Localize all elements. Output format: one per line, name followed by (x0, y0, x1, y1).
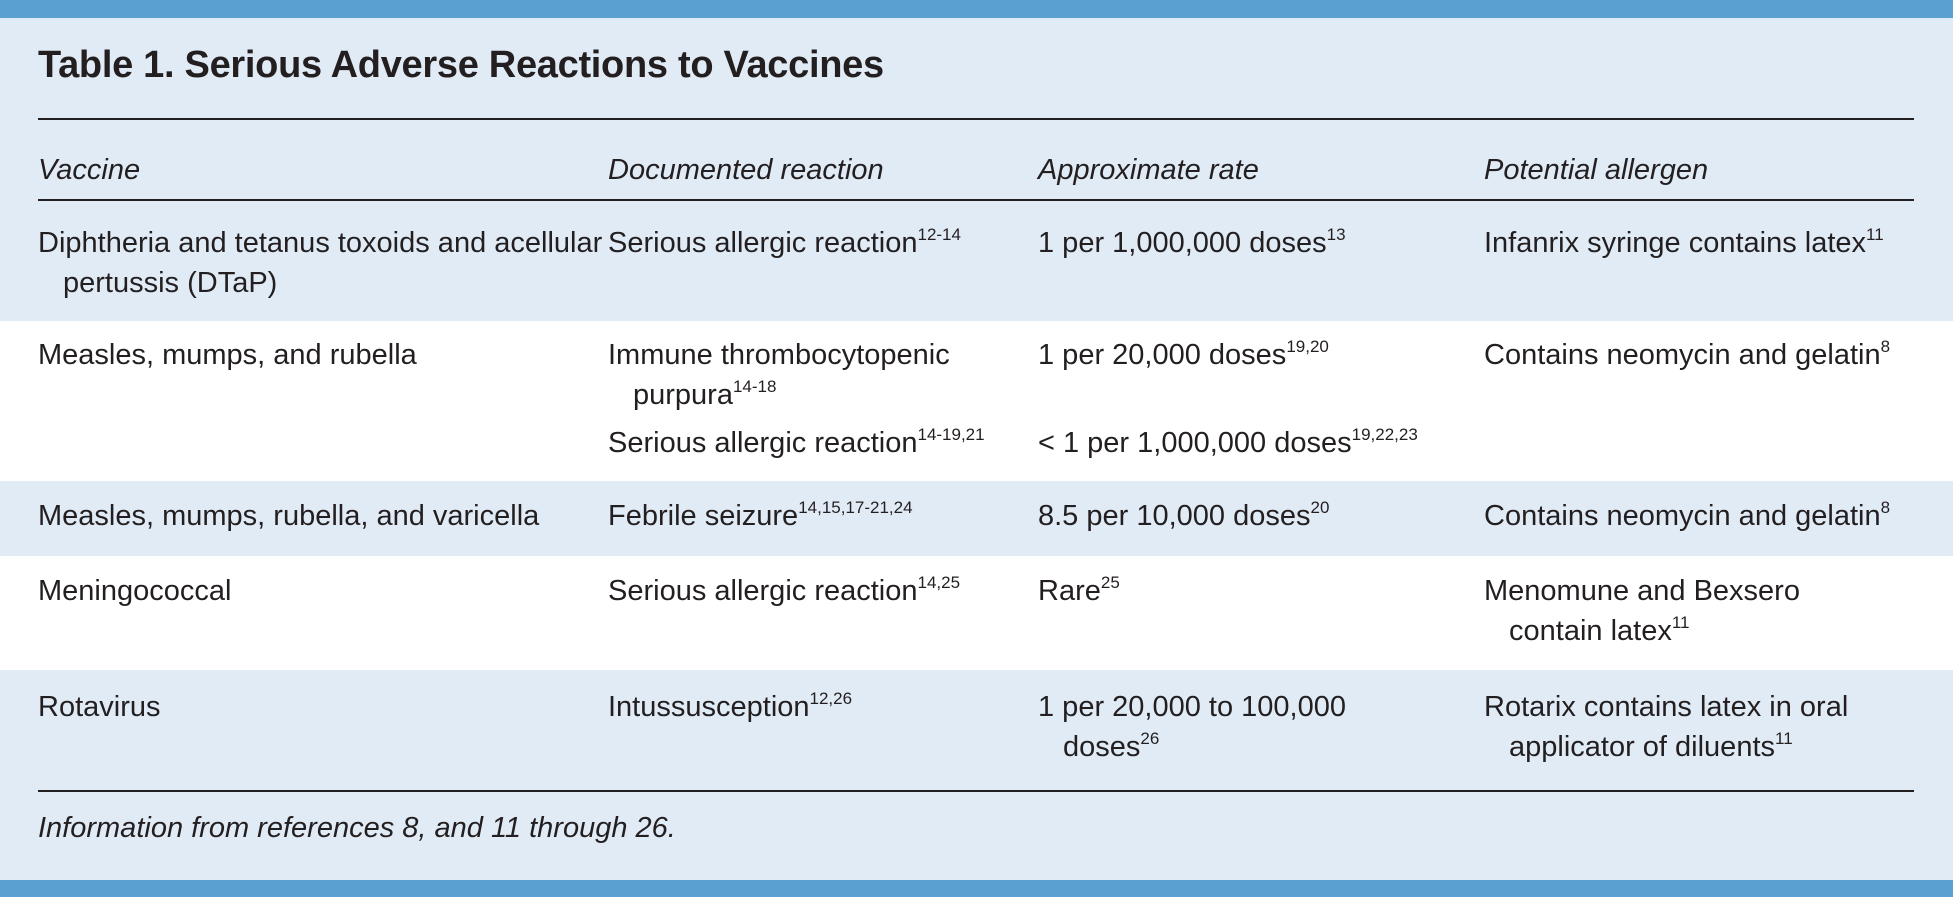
cell-vaccine: Meningococcal (38, 575, 232, 607)
header-reaction: Documented reaction (608, 154, 884, 186)
cell-rate: Rare$^{25}$ (1038, 573, 1120, 607)
cell-rate: 1 per 1,000,000 doses$^{13}$ (1038, 225, 1346, 259)
cell-vaccine: Measles, mumps, and rubella (38, 339, 417, 371)
cell-reaction: Intussusception$^{12,26}$ (608, 689, 853, 723)
cell-reaction: Serious allergic reaction$^{12-14}$ (608, 225, 961, 259)
table-footnote: Information from references 8, and 11 through 26. (38, 812, 676, 844)
table-row (0, 481, 1953, 556)
cell-allergen: Contains neomycin and gelatin$^8$ (1484, 498, 1891, 532)
cell-reaction: Febrile seizure$^{14,15,17-21,24}$ (608, 498, 913, 532)
cell-vaccine: Measles, mumps, rubella, and varicella (38, 500, 540, 532)
cell-reaction: Immune thrombocytopenic purpura$^{14-18}$ (608, 339, 950, 411)
cell-rate-secondary: < 1 per 1,000,000 doses$^{19,22,23}$ (1038, 425, 1418, 459)
cell-reaction: Serious allergic reaction$^{14,25}$ (608, 573, 961, 607)
table-row (0, 321, 1953, 481)
header-rate: Approximate rate (1038, 154, 1259, 186)
cell-allergen: Contains neomycin and gelatin$^8$ (1484, 337, 1891, 371)
table-title: Table 1. Serious Adverse Reactions to Vaccines (38, 44, 884, 86)
cell-allergen: Menomune and Bexsero contain latex$^{11}$ (1484, 575, 1800, 647)
title-rule (38, 118, 1914, 120)
cell-vaccine: Rotavirus (38, 691, 161, 723)
header-allergen: Potential allergen (1484, 154, 1709, 186)
cell-reaction-secondary: Serious allergic reaction$^{14-19,21}$ (608, 425, 985, 459)
cell-rate: 8.5 per 10,000 doses$^{20}$ (1038, 498, 1330, 532)
cell-vaccine: Diphtheria and tetanus toxoids and acellular pertussis (DTaP) (38, 227, 603, 299)
bottom-rule (38, 790, 1914, 792)
cell-allergen: Rotarix contains latex in oral applicator of diluents$^{11}$ (1484, 691, 1849, 763)
table-row (0, 201, 1953, 321)
cell-rate: 1 per 20,000 to 100,000 doses$^{26}$ (1038, 691, 1346, 763)
top-accent-bar (0, 0, 1953, 18)
bottom-accent-bar (0, 880, 1953, 897)
header-vaccine: Vaccine (38, 154, 141, 186)
table-row (0, 670, 1953, 790)
table-row (0, 556, 1953, 670)
cell-rate: 1 per 20,000 doses$^{19,20}$ (1038, 337, 1329, 371)
cell-allergen: Infanrix syringe contains latex$^{11}$ (1484, 225, 1884, 259)
